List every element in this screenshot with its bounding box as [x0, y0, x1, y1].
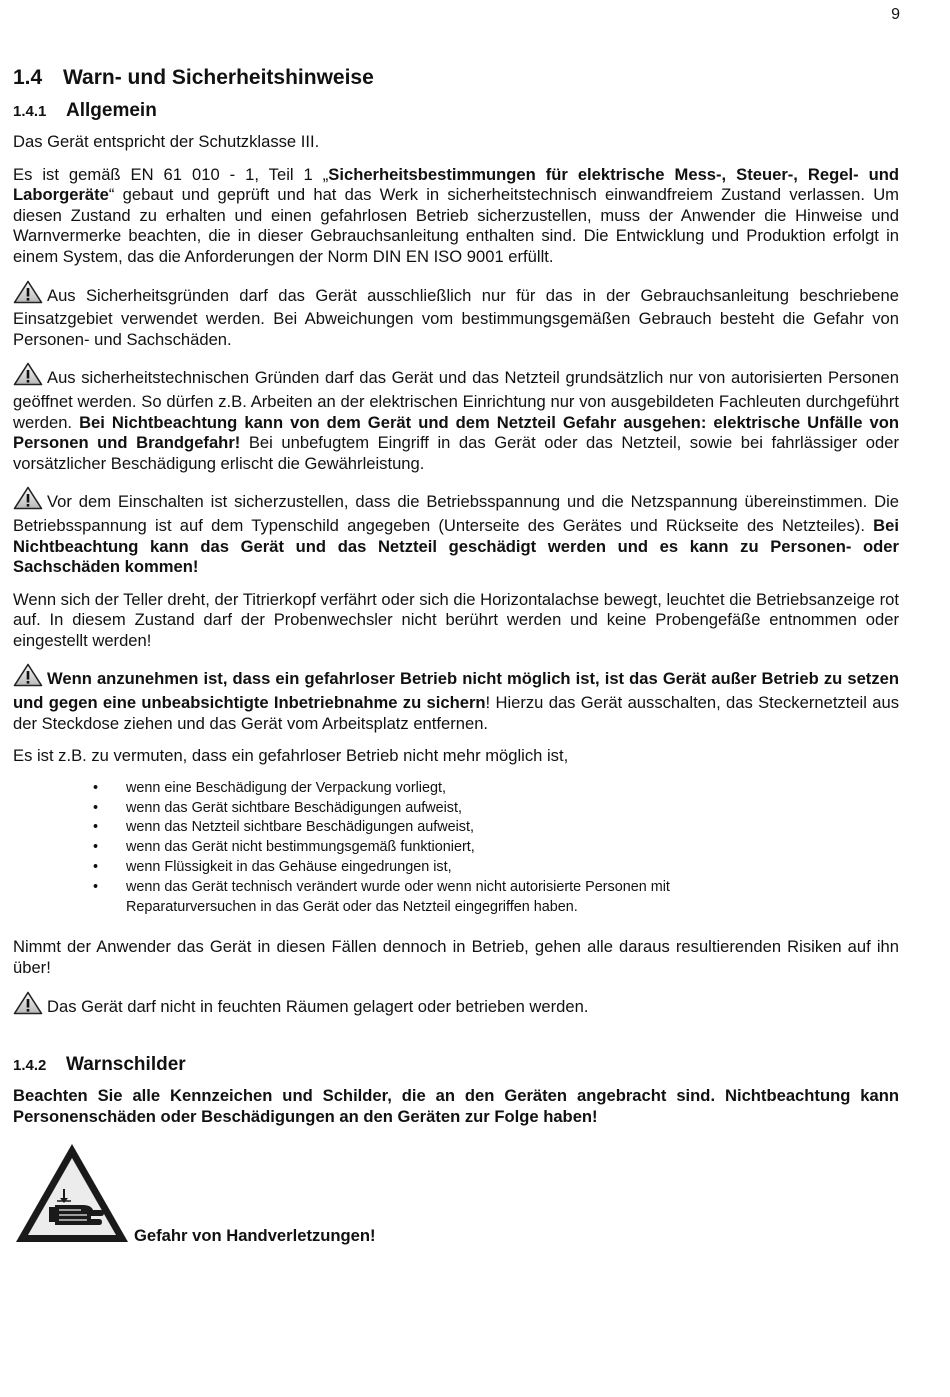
section-spacer — [13, 1032, 899, 1054]
subsection-number: 1.4.1 — [13, 103, 47, 120]
hand-warning-row — [13, 1141, 899, 1250]
warning-oeffnen — [13, 362, 899, 474]
paragraph-vermuten: Es ist z.B. zu vermuten, dass ein gefahrloser Betrieb nicht mehr möglich ist, — [13, 746, 569, 766]
bold-run: Sicherheitsbestimmungen für elektrische Mess-, Steuer-, Regel- und Laborgeräte — [13, 164, 899, 205]
subsection-number: 1.4.2 — [13, 1057, 47, 1075]
section-number: 1.4 — [13, 66, 43, 89]
warning-triangle-icon — [13, 362, 43, 392]
warning-triangle-icon — [13, 991, 43, 1021]
section-title: Warn- und Sicherheitshinweise — [63, 66, 374, 89]
warning-triangle-icon — [13, 486, 43, 516]
bold-run: Bei Nichtbeachtung kann von dem Gerät und dem Netzteil Gefahr ausgehen: elektrische Unfälle von Personen und Brandgefahr! — [13, 412, 899, 453]
warning-triangle-icon — [13, 663, 43, 693]
hand-crush-warning-icon — [13, 1141, 131, 1250]
list-item: • wenn Flüssigkeit in das Gehäuse eingedrungen ist, — [93, 858, 899, 878]
text-run: Aus sicherheitstechnischen Gründen darf das Gerät und das Netzteil grundsätzlich nur von autorisierten Personen geöffnet werden. So dürfen z.B. Arbeiten an der elektrischen Einrichtung nur von ausgebildeten Fachleuten durchgeführt werden. — [13, 368, 899, 432]
bold-text: Beachten Sie alle Kennzeichen und Schilder, die an den Geräten angebracht sind. Nichtbeachtung kann Personenschäden oder Beschädigungen an den Geräten zur Folge haben! — [13, 1086, 899, 1126]
text-run: Vor dem Einschalten ist sicherzustellen, dass die Betriebsspannung und die Netzspannung übereinstimmen. Die Betriebsspannung ist auf dem Typenschild angegeben (Unterseite des Gerätes und Rückseite des Netzteiles). — [13, 492, 899, 535]
bold-run: Bei Nichtbeachtung kann das Gerät und das Netzteil geschädigt werden und es kann zu Personen- oder Sachschäden kommen! — [13, 515, 899, 577]
text-run: ! Hierzu das Gerät ausschalten, das Steckernetzteil aus der Steckdose ziehen und das Gerät vom Arbeitsplatz entfernen. — [13, 693, 899, 733]
warning-einsatzgebiet — [13, 280, 899, 351]
paragraph-warnschilder — [13, 1086, 899, 1127]
section-heading — [13, 66, 899, 90]
list-item: • wenn das Gerät technisch verändert wurde oder wenn nicht autorisierte Personen mit Reparaturversuchen in das Gerät oder das Netzteil eingegriffen haben. — [93, 878, 686, 918]
conditions-list — [13, 779, 899, 918]
list-item: • wenn eine Beschädigung der Verpackung vorliegt, — [93, 779, 899, 799]
subsection-heading-warnschilder — [13, 1054, 899, 1076]
page-number: 9 — [891, 6, 900, 23]
warning-triangle-icon — [13, 280, 43, 310]
warning-feucht — [13, 991, 899, 1021]
paragraph-norm — [13, 165, 899, 268]
warning-text: Aus Sicherheitsgründen darf das Gerät ausschließlich nur für das in der Gebrauchsanleitung beschriebene Einsatzgebiet verwendet werden. Bei Abweichungen vom bestimmungsgemäßen Gebrauch besteht die Gefahr von Personen- und Sachschäden. — [13, 285, 899, 349]
list-item: • wenn das Gerät sichtbare Beschädigungen aufweist, — [93, 799, 899, 819]
list-item: • wenn das Netzteil sichtbare Beschädigungen aufweist, — [93, 818, 899, 838]
text-run: Bei unbefugtem Eingriff in das Gerät oder das Netzteil, sowie bei fahrlässiger oder vorsätzlicher Beschädigung erlischt die Gewährleistung. — [13, 433, 899, 473]
warning-text: Das Gerät darf nicht in feuchten Räumen gelagert oder betrieben werden. — [47, 996, 589, 1016]
hand-warning-caption: Gefahr von Handverletzungen! — [134, 1226, 376, 1246]
warning-ausser-betrieb — [13, 663, 899, 734]
subsection-title: Allgemein — [66, 100, 157, 121]
paragraph-schutzklasse: Das Gerät entspricht der Schutzklasse III. — [13, 132, 320, 151]
paragraph-teller: Wenn sich der Teller dreht, der Titrierkopf verfährt oder sich die Horizontalachse bewegt, leuchtet die Betriebsanzeige rot auf. In diesem Zustand darf der Probenwechsler nicht berührt werden und keine Probengefäße entnommen oder eingestellt werden! — [13, 589, 899, 650]
paragraph-risiken: Nimmt der Anwender das Gerät in diesen Fällen dennoch in Betrieb, gehen alle daraus resultierenden Risiken auf ihn über! — [13, 937, 899, 978]
text-run: “ gebaut und geprüft und hat das Werk in sicherheitstechnisch einwandfreiem Zustand verlassen. Um diesen Zustand zu erhalten und einen gefahrlosen Betrieb sicherzustellen, muss der Anwender die Hinweise und Warnvermerke beachten, die in dieser Gebrauchsanleitung enthalten sind. Die Entwicklung und Produktion erfolgt in einem System, das die Anforderungen der Norm DIN EN ISO 9001 erfüllt. — [13, 185, 899, 266]
document-body — [13, 66, 899, 1250]
text-run: Es ist gemäß EN 61 010 - 1, Teil 1 „ — [13, 164, 329, 184]
warning-spannung — [13, 486, 899, 577]
list-item: • wenn das Gerät nicht bestimmungsgemäß funktioniert, — [93, 838, 899, 858]
subsection-heading-allgemein — [13, 100, 899, 122]
bold-run: Wenn anzunehmen ist, dass ein gefahrloser Betrieb nicht möglich ist, ist das Gerät außer Betrieb zu setzen und gegen eine unbeabsichtigte Inbetriebnahme zu sichern — [13, 669, 899, 713]
subsection-title: Warnschilder — [66, 1054, 186, 1076]
